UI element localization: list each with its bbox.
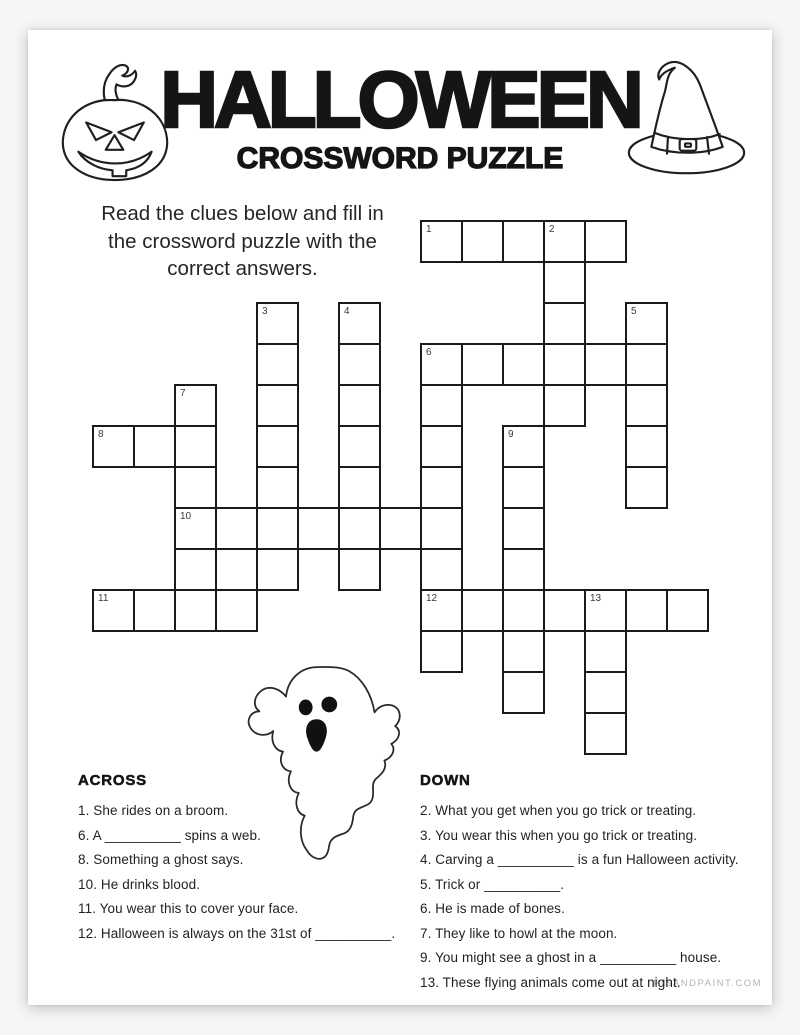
grid-cell[interactable] — [420, 384, 463, 427]
grid-cell[interactable] — [625, 343, 668, 386]
grid-cell[interactable] — [502, 548, 545, 591]
cell-number: 5 — [631, 306, 637, 317]
clue-item: 10. He drinks blood. — [78, 876, 201, 892]
clue-item: 8. Something a ghost says. — [78, 852, 244, 867]
witch-hat-icon — [624, 56, 751, 183]
grid-cell[interactable] — [420, 548, 463, 591]
grid-cell[interactable] — [502, 220, 545, 263]
grid-cell[interactable] — [502, 589, 545, 632]
grid-cell[interactable] — [256, 343, 299, 386]
grid-cell[interactable] — [625, 302, 668, 345]
cell-number: 3 — [262, 306, 268, 317]
grid-cell[interactable] — [215, 589, 258, 632]
grid-cell[interactable] — [584, 712, 627, 755]
grid-cell[interactable] — [420, 220, 463, 263]
grid-cell[interactable] — [502, 466, 545, 509]
grid-cell[interactable] — [502, 507, 545, 550]
grid-cell[interactable] — [297, 507, 340, 550]
grid-cell[interactable] — [256, 548, 299, 591]
grid-cell[interactable] — [256, 425, 299, 468]
grid-cell[interactable] — [174, 548, 217, 591]
clue-item: 6. He is made of bones. — [420, 901, 565, 916]
instruction-line: correct answers. — [167, 257, 318, 280]
grid-cell[interactable] — [420, 425, 463, 468]
cell-number: 1 — [426, 224, 432, 235]
grid-cell[interactable] — [420, 507, 463, 550]
cell-number: 11 — [98, 593, 109, 604]
grid-cell[interactable] — [543, 589, 586, 632]
grid-cell[interactable] — [256, 302, 299, 345]
grid-cell[interactable] — [338, 466, 381, 509]
grid-cell[interactable] — [502, 425, 545, 468]
across-heading: ACROSS — [78, 772, 147, 789]
across-section — [78, 772, 423, 950]
across-clue-list — [78, 803, 423, 942]
grid-cell[interactable] — [543, 261, 586, 304]
grid-cell[interactable] — [584, 589, 627, 632]
grid-cell[interactable] — [543, 384, 586, 427]
grid-cell[interactable] — [461, 589, 504, 632]
cell-number: 13 — [590, 593, 602, 604]
grid-cell[interactable] — [256, 507, 299, 550]
grid-cell[interactable] — [543, 302, 586, 345]
grid-cell[interactable] — [174, 507, 217, 550]
grid-cell[interactable] — [584, 671, 627, 714]
clue-item: 12. Halloween is always on the 31st of __________. — [78, 925, 396, 941]
grid-cell[interactable] — [174, 425, 217, 468]
grid-cell[interactable] — [625, 589, 668, 632]
grid-cell[interactable] — [543, 220, 586, 263]
grid-cell[interactable] — [256, 466, 299, 509]
clue-item: 7. They like to howl at the moon. — [420, 925, 618, 941]
grid-cell[interactable] — [338, 507, 381, 550]
clue-item: 11. You wear this to cover your face. — [78, 901, 299, 916]
grid-cell[interactable] — [584, 343, 627, 386]
page-subtitle: CROSSWORD PUZZLE — [236, 142, 564, 175]
cell-number: 8 — [98, 429, 104, 440]
grid-cell[interactable] — [92, 425, 135, 468]
grid-cell[interactable] — [215, 507, 258, 550]
grid-cell[interactable] — [502, 343, 545, 386]
grid-cell[interactable] — [461, 220, 504, 263]
down-section — [420, 772, 765, 999]
down-clue-list — [420, 803, 765, 991]
cell-number: 6 — [426, 347, 432, 358]
grid-cell[interactable] — [174, 466, 217, 509]
cell-number: 9 — [508, 429, 514, 440]
grid-cell[interactable] — [584, 630, 627, 673]
clue-item: 6. A __________ spins a web. — [78, 827, 261, 843]
grid-cell[interactable] — [256, 384, 299, 427]
instruction-line: the crossword puzzle with the — [108, 229, 377, 253]
grid-cell[interactable] — [625, 384, 668, 427]
page — [28, 30, 772, 1005]
grid-cell[interactable] — [174, 384, 217, 427]
grid-cell[interactable] — [420, 589, 463, 632]
grid-cell[interactable] — [625, 425, 668, 468]
grid-cell[interactable] — [420, 630, 463, 673]
clue-item: 4. Carving a __________ is a fun Halloween activity. — [420, 852, 739, 867]
cell-number: 4 — [344, 306, 350, 317]
cell-number: 10 — [180, 511, 192, 522]
clue-item: 3. You wear this when you go trick or treating. — [420, 827, 698, 843]
instruction-line: Read the clues below and fill in — [101, 202, 384, 225]
grid-cell[interactable] — [625, 466, 668, 509]
grid-cell[interactable] — [133, 425, 176, 468]
clue-item: 1. She rides on a broom. — [78, 803, 229, 818]
grid-cell[interactable] — [133, 589, 176, 632]
grid-cell[interactable] — [338, 384, 381, 427]
grid-cell[interactable] — [502, 630, 545, 673]
clue-item: 2. What you get when you go trick or treating. — [420, 803, 697, 818]
cell-number: 2 — [549, 224, 555, 235]
grid-cell[interactable] — [92, 589, 135, 632]
clue-item: 5. Trick or __________. — [420, 876, 565, 892]
grid-cell[interactable] — [338, 302, 381, 345]
grid-cell[interactable] — [543, 343, 586, 386]
grid-cell[interactable] — [502, 671, 545, 714]
grid-cell[interactable] — [338, 425, 381, 468]
grid-cell[interactable] — [338, 343, 381, 386]
cell-number: 12 — [426, 593, 438, 604]
cell-number: 7 — [180, 388, 186, 399]
grid-cell[interactable] — [379, 507, 422, 550]
down-heading: DOWN — [420, 772, 471, 789]
grid-cell[interactable] — [420, 466, 463, 509]
page-title: HALLOWEEN — [160, 55, 640, 144]
grid-cell[interactable] — [420, 343, 463, 386]
grid-cell[interactable] — [461, 343, 504, 386]
footer-credit: PISANDPAINT.COM — [653, 978, 762, 989]
grid-cell[interactable] — [584, 220, 627, 263]
grid-cell[interactable] — [174, 589, 217, 632]
grid-cell[interactable] — [338, 548, 381, 591]
clue-item: 9. You might see a ghost in a __________ house. — [420, 950, 722, 965]
grid-cell[interactable] — [666, 589, 709, 632]
clue-item: 13. These flying animals come out at night. — [420, 974, 681, 990]
